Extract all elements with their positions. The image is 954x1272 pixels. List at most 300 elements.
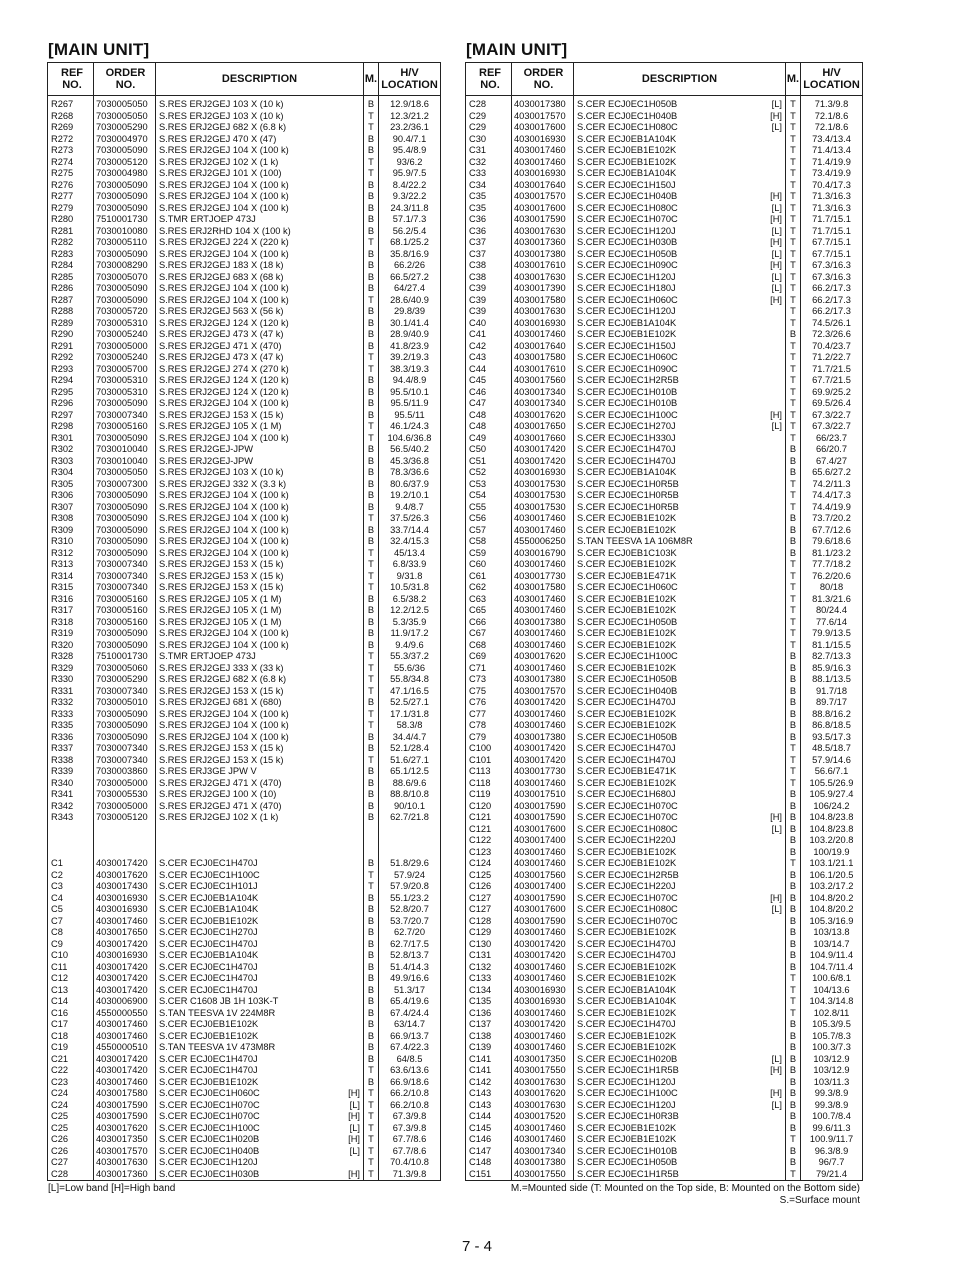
table-cell: T	[790, 340, 796, 351]
description-cell	[159, 812, 360, 824]
description-text: S.CER ECJ0EC1H080C	[577, 202, 678, 213]
table-cell: 11.9/17.2	[390, 628, 429, 638]
description-cell	[159, 559, 360, 571]
table-cell: 67.4/27	[815, 455, 848, 466]
description-text: S.RES ERJ2GEJ 104 X (100 k)	[159, 191, 289, 201]
table-cell: 37.5/26.3	[390, 513, 429, 523]
table-cell: 106/24.2	[813, 800, 850, 811]
table-cell: 35.8/16.9	[390, 248, 429, 259]
description-cell	[577, 847, 782, 859]
table-cell: 45.3/36.8	[390, 455, 429, 466]
description-text: S.CER ECJ0EB1E102K	[577, 662, 677, 673]
description-text: S.CER ECJ0EB1E102K	[577, 524, 677, 535]
table-cell: C10	[51, 950, 69, 960]
table-cell: C24	[51, 1099, 69, 1110]
table-cell: 4030016930	[514, 133, 566, 144]
table-cell: B	[367, 639, 375, 650]
table-cell: R304	[51, 467, 74, 477]
table-cell: B	[789, 1157, 797, 1167]
description-text: S.CER ECJ0EC1H1R5B	[577, 1168, 679, 1179]
mount-legend-line-2: S.=Surface mount	[779, 1195, 860, 1206]
table-cell: T	[790, 99, 796, 109]
header-order-no: ORDER NO.	[512, 63, 574, 95]
description-text: S.RES ERJ2GEJ 104 X (100 k)	[159, 283, 289, 293]
table-cell: B	[789, 846, 797, 857]
table-cell: 7030005050	[96, 467, 148, 477]
table-cell: 4030017620	[514, 409, 566, 420]
description-cell	[577, 180, 782, 192]
table-cell: 91.7/18	[815, 685, 848, 696]
table-cell: C35	[469, 191, 487, 201]
table-cell: B	[367, 743, 375, 753]
table-cell: C37	[469, 237, 487, 247]
table-cell: 57.9/20.8	[390, 881, 429, 891]
table-cell: R338	[51, 754, 74, 765]
table-cell: T	[368, 352, 374, 362]
table-cell: B	[789, 800, 797, 811]
table-cell: T	[368, 1099, 374, 1110]
table-cell: T	[790, 628, 796, 638]
table-cell: 4030017460	[514, 662, 566, 673]
table-cell: R309	[51, 524, 74, 535]
table-cell: 4030017460	[514, 559, 566, 569]
band-tag: [H]	[770, 237, 782, 247]
table-cell: C4	[51, 892, 63, 903]
description-text: S.RES ERJ3GE JPW V	[159, 766, 257, 776]
table-cell: C126	[469, 881, 492, 891]
table-cell: C100	[469, 743, 492, 753]
table-cell: C77	[469, 708, 487, 719]
table-cell: 4030017580	[96, 1088, 148, 1098]
description-cell	[159, 398, 360, 410]
table-cell: B	[789, 950, 797, 960]
table-cell: 90/10.1	[393, 800, 426, 811]
description-text: S.RES ERJ2GEJ 104 X (100 k)	[159, 398, 289, 408]
table-cell: C151	[469, 1168, 492, 1179]
table-cell: 99.6/11.3	[812, 1122, 851, 1133]
table-cell: 4030017570	[514, 110, 566, 121]
table-cell: C33	[469, 168, 487, 178]
table-cell: 7030005310	[96, 375, 148, 385]
table-cell: B	[367, 1042, 375, 1052]
description-cell	[577, 674, 782, 686]
table-cell: B	[789, 731, 797, 742]
description-cell	[577, 145, 782, 157]
table-cell: 67.7/15.1	[812, 248, 851, 259]
table-cell: 7030005050	[96, 110, 148, 121]
table-cell: C25	[51, 1122, 69, 1133]
description-cell	[159, 778, 360, 790]
table-cell: R342	[51, 800, 74, 811]
table-cell: 4030017640	[514, 179, 566, 190]
table-cell: B	[789, 329, 797, 339]
description-text: S.CER ECJ0EC1H120J	[577, 1099, 676, 1110]
table-cell: C139	[469, 1042, 492, 1052]
description-text: S.CER ECJ0EB1E102K	[577, 145, 677, 155]
table-cell: T	[790, 237, 796, 247]
table-cell: 71.3/9.8	[814, 99, 849, 109]
table-cell: 4030017600	[514, 202, 566, 213]
col-desc	[574, 96, 786, 1180]
table-cell: 7030005090	[96, 628, 148, 638]
table-cell: T	[790, 858, 796, 868]
description-cell	[159, 766, 360, 778]
table-cell: C30	[469, 133, 487, 144]
table-cell: 6.5/38.2	[392, 593, 427, 604]
table-cell: 58.3/8	[396, 720, 423, 730]
table-cell: 9.4/8.7	[395, 501, 424, 512]
table-cell: 67.4/24.4	[390, 1007, 429, 1018]
table-cell: 4030017640	[514, 340, 566, 351]
table-cell: 4030017430	[96, 881, 148, 891]
table-cell: 104.7/11.4	[809, 961, 854, 972]
table-cell: 71.7/21.5	[812, 363, 851, 374]
description-cell	[159, 720, 360, 732]
table-cell: 7030004970	[96, 133, 148, 144]
band-tag: [L]	[771, 248, 782, 259]
description-text: S.RES ERJ2GEJ 471 X (470)	[159, 777, 282, 788]
description-text: S.CER ECJ0EC1H470J	[159, 938, 258, 949]
table-cell: C11	[51, 961, 68, 972]
table-cell: T	[790, 294, 796, 305]
table-cell: B	[789, 1145, 797, 1156]
table-cell: 56.5/40.2	[390, 444, 429, 454]
table-cell: 4030017420	[96, 938, 148, 949]
description-cell	[577, 789, 782, 801]
description-text: S.CER ECJ0EB1E102K	[159, 1019, 259, 1029]
table-cell: 4030017520	[514, 1111, 566, 1121]
parts-table-right	[465, 62, 863, 1181]
description-cell	[577, 214, 782, 226]
description-cell	[577, 1169, 782, 1181]
table-cell: T	[790, 743, 796, 753]
table-cell: 4030017380	[514, 731, 566, 742]
description-cell	[577, 628, 782, 640]
table-cell: C76	[469, 697, 487, 707]
table-cell: 4030017340	[514, 398, 566, 408]
table-cell: T	[790, 490, 796, 500]
table-cell: 4030017460	[514, 1030, 566, 1041]
description-text: S.RES ERJ2GEJ 104 X (100 k)	[159, 720, 289, 730]
description-cell	[159, 801, 360, 813]
table-cell: C122	[469, 835, 492, 845]
table-cell: C22	[51, 1065, 69, 1075]
description-cell	[159, 479, 360, 491]
table-cell: 7030005090	[96, 547, 148, 558]
table-cell: 7030008290	[96, 260, 148, 270]
table-cell: 7030005000	[96, 777, 148, 788]
table-cell: T	[790, 260, 796, 270]
table-cell: B	[789, 892, 797, 903]
description-cell	[577, 548, 782, 560]
table-cell: 4030016930	[514, 467, 566, 477]
table-cell: 7030005720	[96, 306, 148, 316]
description-text: S.CER ECJ0EB1E102K	[577, 777, 677, 788]
table-cell: B	[789, 1030, 797, 1041]
col-m	[364, 96, 379, 1180]
description-text: S.CER ECJ0EC1H070C	[159, 1111, 260, 1121]
table-cell: 73.7/20.2	[812, 513, 851, 523]
description-text: S.RES ERJ2GEJ 153 X (15 k)	[159, 685, 284, 696]
band-tag: [L]	[771, 99, 782, 109]
table-cell: B	[367, 191, 375, 201]
table-cell: 62.7/17.5	[390, 938, 429, 949]
table-cell: 4030017460	[514, 1042, 566, 1052]
description-text: S.CER ECJ0EC1H470J	[159, 858, 258, 868]
description-text: S.TMR ERTJOEP 473J	[159, 651, 256, 661]
table-cell: C52	[469, 467, 487, 477]
table-cell	[96, 835, 155, 847]
table-cell: R332	[51, 697, 74, 707]
table-cell: B	[789, 1065, 797, 1075]
band-tag: [H]	[348, 1088, 360, 1098]
table-cell: B	[367, 501, 375, 512]
description-cell	[159, 709, 360, 721]
table-cell: R310	[51, 536, 74, 546]
table-cell: T	[790, 248, 796, 259]
table-cell: 104.8/20.2	[809, 904, 854, 914]
table-cell	[96, 824, 155, 836]
description-cell	[577, 663, 782, 675]
table-cell: 4030017590	[96, 1099, 148, 1110]
header-description: DESCRIPTION	[156, 63, 364, 95]
description-cell	[577, 835, 782, 847]
description-text: S.CER ECJ0EB1E102K	[577, 639, 677, 650]
table-cell: 4030017630	[96, 1157, 148, 1167]
table-cell: 7510001730	[96, 214, 148, 224]
table-cell: B	[789, 536, 797, 546]
table-cell: R285	[51, 271, 74, 282]
table-cell: 64/27.4	[393, 283, 426, 293]
table-cell: C125	[469, 869, 492, 880]
description-text: S.RES ERJ2GEJ 104 X (100 k)	[159, 524, 289, 535]
table-cell: B	[367, 800, 375, 811]
table-cell: C127	[469, 892, 492, 903]
table-cell: 88.8/10.8	[390, 789, 429, 799]
table-cell: 67.7/8.6	[392, 1134, 427, 1144]
table-cell: 7030005120	[96, 156, 148, 167]
table-cell: 7030005090	[96, 708, 148, 719]
table-cell: B	[367, 731, 375, 742]
table-cell: C56	[469, 513, 487, 523]
description-text: S.CER ECJ0EC1H080C	[577, 823, 678, 834]
table-cell: C26	[51, 1145, 69, 1156]
table-cell: B	[789, 1042, 797, 1052]
band-tag: [H]	[770, 409, 782, 420]
table-cell: C59	[469, 547, 487, 558]
description-cell	[159, 237, 360, 249]
table-cell: R277	[51, 191, 74, 201]
table-cell: C48	[469, 409, 487, 420]
description-text: S.CER ECJ0EC1H0R5B	[577, 478, 679, 489]
table-cell: 7030003860	[96, 766, 148, 776]
table-cell: 7030005160	[96, 605, 148, 615]
description-text: S.TMR ERTJOEP 473J	[159, 214, 256, 224]
table-cell: C145	[469, 1122, 492, 1133]
table-cell: T	[790, 984, 796, 995]
table-cell: R298	[51, 421, 74, 431]
description-text: S.CER ECJ0EC1H0R5B	[577, 490, 679, 500]
table-cell: C148	[469, 1157, 492, 1167]
table-cell: 4030017380	[514, 99, 566, 109]
table-cell: 32.4/15.3	[390, 536, 429, 546]
table-cell: C133	[469, 973, 492, 983]
col-order	[512, 96, 574, 1180]
table-cell: 4030016930	[96, 892, 148, 903]
table-cell: 4030017460	[514, 156, 566, 167]
table-cell: 4030017420	[514, 743, 566, 753]
table-cell: 74.4/19.9	[812, 501, 851, 512]
table-cell: 90.4/7.1	[392, 133, 427, 144]
table-cell: 45/13.4	[393, 547, 426, 558]
table-cell: B	[789, 1088, 797, 1098]
table-cell: C58	[469, 536, 487, 546]
table-cell: 7030007340	[96, 559, 148, 569]
table-cell: 67.3/16.3	[812, 271, 851, 282]
table-header	[48, 63, 440, 96]
table-cell: B	[367, 605, 375, 615]
description-text: S.CER ECJ0EC1H120J	[577, 306, 676, 316]
table-cell: T	[368, 363, 374, 374]
description-cell	[577, 582, 782, 594]
table-cell: R341	[51, 789, 74, 799]
description-cell	[159, 375, 360, 387]
table-cell: 102.8/11	[813, 1007, 850, 1018]
description-cell	[159, 571, 360, 583]
description-text: S.CER ECJ0EB1E102K	[577, 513, 677, 523]
header-location: H/V LOCATION	[381, 67, 438, 91]
description-text: S.CER ECJ0EC1H050B	[577, 248, 678, 259]
table-cell: 4030017620	[96, 1122, 148, 1133]
description-text: S.CER ECJ0EC1H120J	[159, 1157, 258, 1167]
table-cell: B	[367, 593, 375, 604]
description-cell	[159, 594, 360, 606]
table-cell: 4030017420	[514, 444, 566, 454]
table-cell: T	[790, 271, 796, 282]
description-cell	[159, 996, 360, 1008]
table-cell: 7030005090	[96, 145, 148, 155]
table-cell: B	[367, 398, 375, 408]
description-cell	[159, 973, 360, 985]
table-cell: C123	[469, 846, 492, 857]
page-number: 7 - 4	[461, 1238, 492, 1255]
table-cell: 4030017600	[514, 904, 566, 914]
table-cell: 7030005090	[96, 202, 148, 213]
table-cell: B	[367, 409, 375, 420]
table-cell: R274	[51, 156, 74, 167]
table-cell: 4030017420	[514, 1019, 566, 1029]
description-cell	[159, 697, 360, 709]
description-text: S.CER ECJ0EB1E102K	[577, 1134, 677, 1144]
description-cell	[159, 1100, 360, 1112]
description-text: S.CER ECJ0EC1H010B	[577, 398, 678, 408]
table-cell: 55.6/36	[393, 662, 426, 673]
table-cell: 4030017580	[514, 294, 566, 305]
description-text: S.CER ECJ0EB1A104K	[159, 904, 259, 914]
table-cell: C78	[469, 720, 487, 730]
description-text: S.CER ECJ0EB1E102K	[577, 593, 677, 604]
table-cell: C69	[469, 651, 487, 661]
description-cell	[159, 582, 360, 594]
table-cell: C147	[469, 1145, 492, 1156]
table-cell	[379, 847, 440, 859]
description-cell	[577, 513, 782, 525]
table-cell: C57	[469, 524, 487, 535]
table-cell: R291	[51, 340, 74, 351]
description-text: S.CER ECJ0EC1H470J	[577, 697, 676, 707]
table-cell: 70.4/17.3	[812, 179, 851, 190]
description-cell	[577, 766, 782, 778]
description-text: S.RES ERJ2GEJ 104 X (100 k)	[159, 501, 289, 512]
table-cell: T	[790, 1168, 796, 1179]
table-cell: 67.7/8.6	[392, 1145, 427, 1156]
table-cell: B	[367, 133, 375, 144]
table-cell: C144	[469, 1111, 492, 1121]
table-cell: 82.7/13.3	[812, 651, 851, 661]
description-cell	[159, 306, 360, 318]
table-cell: 7030010040	[96, 444, 148, 454]
table-cell: 71.4/13.4	[812, 145, 851, 155]
table-cell: 4030017630	[514, 271, 566, 282]
table-cell: 29.8/39	[393, 306, 426, 316]
table-cell: 4030017570	[514, 685, 566, 696]
table-cell: C28	[51, 1168, 69, 1179]
table-cell: B	[367, 490, 375, 500]
table-cell: 7030005090	[96, 490, 148, 500]
description-cell	[159, 1088, 360, 1100]
description-cell	[577, 858, 782, 870]
table-cell: B	[367, 984, 375, 995]
description-text: S.RES ERJ2GEJ 224 X (220 k)	[159, 237, 289, 247]
table-cell: T	[368, 869, 374, 880]
description-cell	[159, 260, 360, 272]
table-cell: 104/13.6	[813, 984, 850, 995]
table-cell: 57.9/14.6	[812, 754, 851, 765]
description-cell	[577, 444, 782, 456]
table-cell: 7030005160	[96, 616, 148, 627]
table-cell: R295	[51, 386, 74, 397]
table-cell: C141	[469, 1065, 492, 1075]
table-cell: 4030017340	[514, 386, 566, 397]
table-cell: 4030017530	[514, 490, 566, 500]
table-cell: 76.2/20.6	[812, 570, 851, 581]
table-cell: T	[790, 122, 796, 132]
description-cell	[577, 812, 782, 824]
table-cell: 48.5/18.7	[812, 743, 851, 753]
table-cell: B	[789, 1122, 797, 1133]
table-cell: 80.6/37.9	[390, 478, 429, 489]
table-cell: B	[367, 628, 375, 638]
table-cell: B	[367, 145, 375, 155]
table-cell: R302	[51, 444, 74, 454]
description-text: S.CER ECJ0EC1H470J	[159, 1053, 258, 1064]
table-cell: 30.1/41.4	[390, 317, 429, 328]
description-text: S.CER ECJ0EC1H270J	[577, 421, 676, 431]
table-cell: C120	[469, 800, 492, 811]
table-cell: 55.1/23.2	[390, 892, 429, 903]
table-cell: C51	[469, 455, 487, 466]
description-cell	[577, 732, 782, 744]
table-cell: 9.3/22.2	[392, 191, 427, 201]
table-cell	[364, 824, 378, 836]
table-cell: B	[789, 524, 797, 535]
band-tag: [H]	[770, 260, 782, 270]
table-cell: 95.5/11.9	[390, 398, 429, 408]
table-cell: T	[790, 225, 796, 236]
mount-legend-line-1: M.=Mounted side (T: Mounted on the Top side, B: Mounted on the Bottom side)	[510, 1183, 860, 1194]
description-text: S.CER ECJ0EC1H030B	[577, 237, 678, 247]
description-cell	[577, 421, 782, 433]
